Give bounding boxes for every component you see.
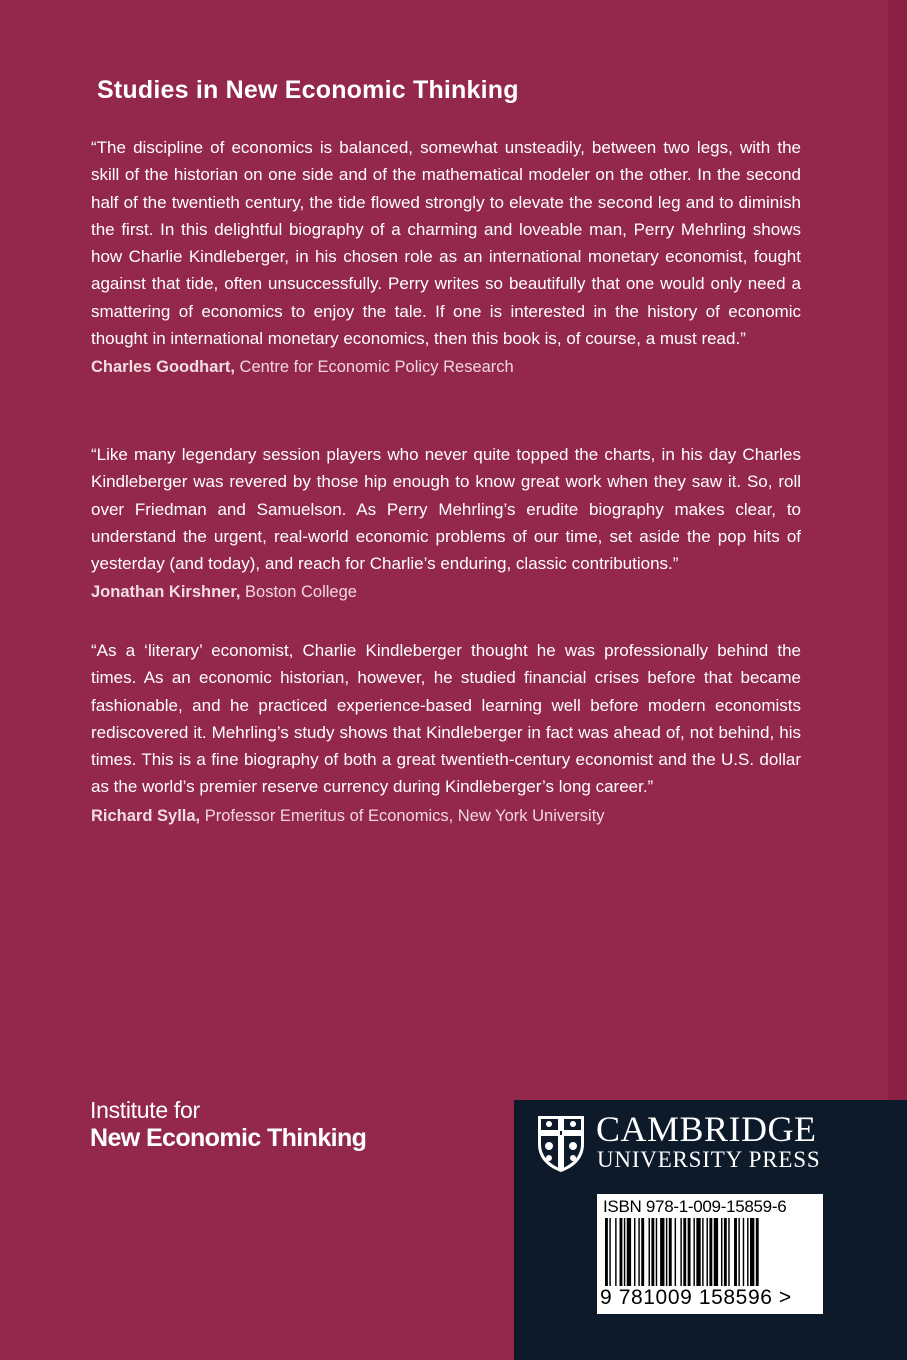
barcode-digits: 9 781009 158596 >	[600, 1286, 792, 1309]
publisher-panel	[514, 1100, 907, 1360]
publisher-name: CAMBRIDGE	[596, 1109, 817, 1149]
quote-attribution	[91, 807, 801, 826]
isbn-barcode	[597, 1194, 823, 1314]
endorser-name: Charles Goodhart,	[91, 358, 235, 377]
endorser-name: Jonathan Kirshner,	[91, 583, 241, 602]
isbn-label: ISBN 978-1-009-15859-6	[603, 1197, 787, 1216]
endorsement-quote-1	[91, 134, 801, 377]
quote-attribution	[91, 358, 801, 377]
endorsement-quote-2	[91, 441, 801, 602]
endorser-affiliation: Boston College	[240, 583, 357, 602]
inet-logo	[90, 1096, 366, 1152]
quote-text: “The discipline of economics is balanced, somewhat unsteadily, between two legs, with the skill of the historian on one side and of the mathematical modeler on the other. In the second half of the twentieth century, the tide flowed strongly to elevate the second leg and to diminish the first. In this delightful biography of a charming and loveable man, Perry Mehrling shows how Charlie Kindleberger, in his chosen role as an international monetary economist, fought against that tide, often unsuccessfully. Perry writes so beautifully that one would only need a smattering of economics to enjoy the tale. If one is interested in the history of economic thought in international monetary economics, then this book is, of course, a must read.”	[91, 138, 801, 349]
publisher-press: UNIVERSITY PRESS	[597, 1147, 821, 1172]
barcode-bars-icon	[603, 1218, 815, 1286]
series-title: Studies in New Economic Thinking	[97, 76, 519, 104]
university-crest-icon	[536, 1114, 586, 1174]
endorser-affiliation: Professor Emeritus of Economics, New York University	[200, 806, 605, 825]
endorser-affiliation: Centre for Economic Policy Research	[234, 358, 514, 377]
inet-logo-line1: Institute for	[90, 1097, 200, 1123]
quote-attribution	[91, 583, 801, 602]
quote-text: “Like many legendary session players who never quite topped the charts, in his day Charles Kindleberger was revered by those hip enough to know great work when they saw it. So, roll over Friedman and Samuelson. As Perry Mehrling’s erudite biography makes clear, to understand the urgent, real-world economic problems of our time, set aside the pop hits of yesterday (and today), and reach for Charlie’s enduring, classic contributions.”	[91, 445, 801, 574]
quote-text: “As a ‘literary’ economist, Charlie Kindleberger thought he was professionally behind the times. As an economic historian, however, he studied financial crises before that became fashionable, and he practiced experience-based learning well before modern economists rediscovered it. Mehrling’s study shows that Kindleberger in fact was ahead of, not behind, his times. This is a fine biography of both a great twentieth-century economist and the U.S. dollar as the world’s premier reserve currency during Kindleberger’s long career.”	[91, 641, 801, 797]
endorser-name: Richard Sylla,	[91, 806, 201, 825]
cover-edge-strip	[888, 0, 907, 1100]
endorsement-quote-3	[91, 637, 801, 826]
inet-logo-line2: New Economic Thinking	[90, 1124, 367, 1152]
